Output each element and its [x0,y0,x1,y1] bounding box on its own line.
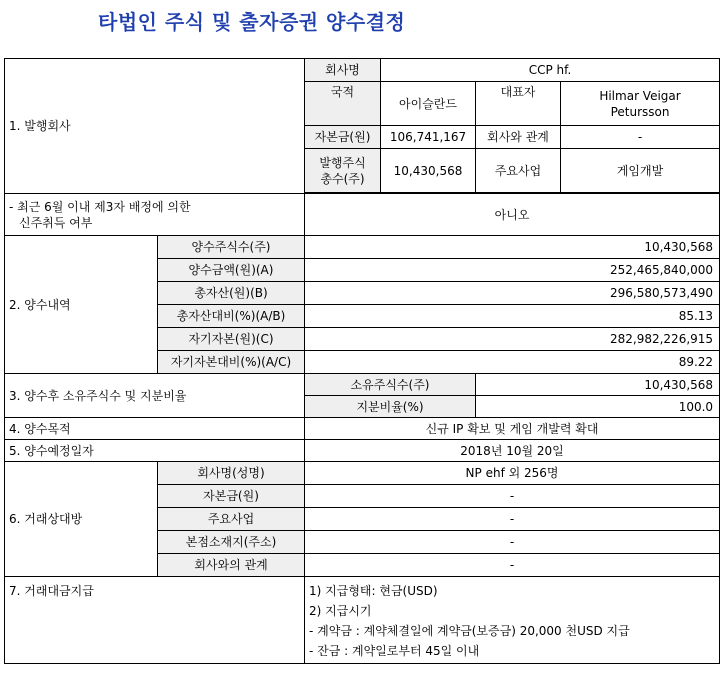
capital-label: 자본금(원) [305,126,381,149]
ceo-line-1: Hilmar Veigar [599,88,681,103]
counterparty-value: - [305,508,720,531]
page-title: 타법인 주식 및 출자증권 양수결정 [98,10,406,34]
date-label: 5. 양수예정일자 [5,440,305,462]
acq-label: 총자산대비(%)(A/B) [158,305,305,328]
counterparty-label: 회사명(성명) [158,462,305,485]
shares-label-line-1: 발행주식 [319,155,366,170]
counterparty-label: 주요사업 [158,508,305,531]
payment-line: 1) 지급형태: 현금(USD) [309,584,438,598]
capital-value: 106,741,167 [381,126,476,149]
third-party-label-line-1: - 최근 6월 이내 제3자 배정에 의한 [9,199,191,214]
after-label: 지분비율(%) [305,396,476,418]
relation-value: - [561,126,720,149]
purpose-label: 4. 양수목적 [5,418,305,440]
counterparty-label: 본점소재지(주소) [158,531,305,554]
acq-value: 10,430,568 [305,236,720,259]
acq-label: 양수주식수(주) [158,236,305,259]
business-label: 주요사업 [476,149,561,193]
shares-label-line-2: 총수(주) [320,171,365,186]
payment-details [305,577,720,664]
payment-line: - 잔금 : 계약일로부터 45일 이내 [309,644,480,658]
after-section-label: 3. 양수후 소유주식수 및 지분비율 [5,374,305,418]
counterparty-value: - [305,531,720,554]
nationality-value: 아이슬란드 [381,82,476,126]
date-value: 2018년 10월 20일 [305,440,720,462]
third-party-label [5,194,305,236]
acq-label: 자기자본(원)(C) [158,328,305,351]
company-name-value: CCP hf. [381,59,720,82]
counterparty-label: 회사와의 관계 [158,554,305,577]
payment-line: - 계약금 : 계약체결일에 계약금(보증금) 20,000 천USD 지급 [309,624,630,638]
counterparty-value: - [305,485,720,508]
acq-label: 양수금액(원)(A) [158,259,305,282]
nationality-label: 국적 [305,82,381,126]
after-value: 100.0 [476,396,720,418]
acq-value: 252,465,840,000 [305,259,720,282]
after-value: 10,430,568 [476,374,720,396]
acq-label: 자기자본대비(%)(A/C) [158,351,305,374]
ceo-value [561,82,720,126]
ceo-label: 대표자 [476,82,561,126]
third-party-value: 아니오 [305,194,720,236]
business-value: 게임개발 [561,149,720,193]
payment-label: 7. 거래대금지급 [5,577,305,664]
shares-label [305,149,381,193]
company-name-label: 회사명 [305,59,381,82]
issuer-section-label: 1. 발행회사 [5,59,305,194]
acq-value: 282,982,226,915 [305,328,720,351]
ceo-line-2: Petursson [610,104,670,119]
acq-value: 85.13 [305,305,720,328]
third-party-label-line-2: 신주취득 여부 [19,215,93,230]
acq-value: 89.22 [305,351,720,374]
payment-line: 2) 지급시기 [309,604,372,618]
acquisition-section-label: 2. 양수내역 [5,236,158,374]
counterparty-section-label: 6. 거래상대방 [5,462,158,577]
purpose-value: 신규 IP 확보 및 게임 개발력 확대 [305,418,720,440]
after-label: 소유주식수(주) [305,374,476,396]
acq-value: 296,580,573,490 [305,282,720,305]
disclosure-table [4,58,720,664]
relation-label: 회사와 관계 [476,126,561,149]
shares-value: 10,430,568 [381,149,476,193]
acq-label: 총자산(원)(B) [158,282,305,305]
counterparty-label: 자본금(원) [158,485,305,508]
counterparty-value: NP ehf 외 256명 [305,462,720,485]
counterparty-value: - [305,554,720,577]
